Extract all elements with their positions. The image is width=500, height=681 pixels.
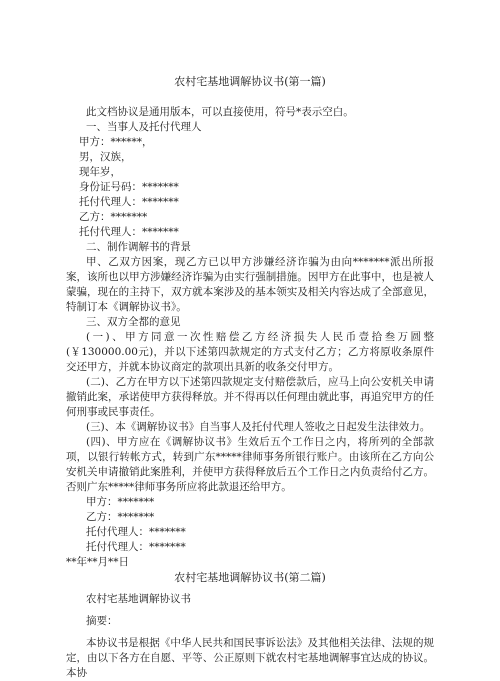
- document-subtitle-2: 农村宅基地调解协议书: [86, 593, 191, 605]
- party-b-agent: 托付代理人：*******: [79, 226, 179, 238]
- section-1-heading: 一、当事人及托付代理人: [86, 121, 202, 133]
- section-3-heading: 三、双方全都的意见: [86, 316, 181, 328]
- abstract-label: 摘要：: [86, 615, 118, 627]
- agreement-item-3: (三)、本《调解协议书》自当事人及托付代理人签收之日起发生法律效力。: [86, 421, 431, 433]
- signature-date: **年**月**日: [66, 556, 129, 568]
- signature-agent-2: 托付代理人：*******: [86, 541, 186, 553]
- second-document-body: 本协议书是根据《中华人民共和国民事诉讼法》及其他相关法律、法规的规定，由以下各方在自愿、平等、公正原则下就农村宅基地调解事宜达成的协议。本协: [66, 637, 434, 679]
- document-title-1: 农村宅基地调解协议书(第一篇): [174, 75, 326, 88]
- agreement-item-2: (二)、乙方在甲方以下述第四款规定支付赔偿款后，应马上向公安机关申请撤销此案，承诺使甲方获得释放。并不得再以任何理由就此事，再追究甲方的任何刑事或民事责任。: [66, 376, 434, 418]
- party-a-gender: 男，汉族，: [79, 151, 132, 163]
- signature-agent-1: 托付代理人：*******: [86, 526, 186, 538]
- document-title-2: 农村宅基地调解协议书(第二篇): [174, 571, 326, 584]
- signature-party-a: 甲方：*******: [86, 496, 155, 508]
- agreement-item-1: (一)、甲方同意一次性赔偿乙方经济损失人民币壹拾叁万圆整(￥130000.00元)，并以下述第四款规定的方式支付乙方；乙方将原收条原件交还甲方，并就本协议商定的款项出具新的收条交付甲方。: [66, 331, 434, 373]
- signature-party-b: 乙方：*******: [86, 511, 155, 523]
- background-paragraph: 甲、乙双方因案，现乙方已以甲方涉嫌经济诈骗为由向*******派出所报案，该所也以甲方涉嫌经济诈骗为由实行强制措施。因甲方在此事中，也是被人蒙骗，现在的主持下，双方就本案涉及的基本领实及相关内容达成了全部意见，特制订本《调解协议书》。: [66, 256, 434, 313]
- intro-text: 此文档协议是通用版本，可以直接使用，符号*表示空白。: [86, 106, 354, 118]
- section-2-heading: 二、制作调解书的背景: [86, 241, 191, 253]
- party-a: 甲方：******，: [79, 136, 153, 148]
- party-b: 乙方：*******: [79, 211, 148, 223]
- party-a-agent: 托付代理人：*******: [79, 196, 179, 208]
- party-a-age: 现年岁，: [79, 166, 121, 178]
- party-a-id: 身份证号码：*******: [79, 181, 179, 193]
- agreement-item-4: (四)、甲方应在《调解协议书》生效后五个工作日之内，将所列的全部款项，以银行转帐方式，转到广东*****律师事务所银行账户。由该所在乙方向公安机关申请撤销此案胜利，并使甲方获得释放后五个工作日之内负责给付乙方。否则广东*****律师事务所应将此款退还给甲方。: [66, 436, 434, 493]
